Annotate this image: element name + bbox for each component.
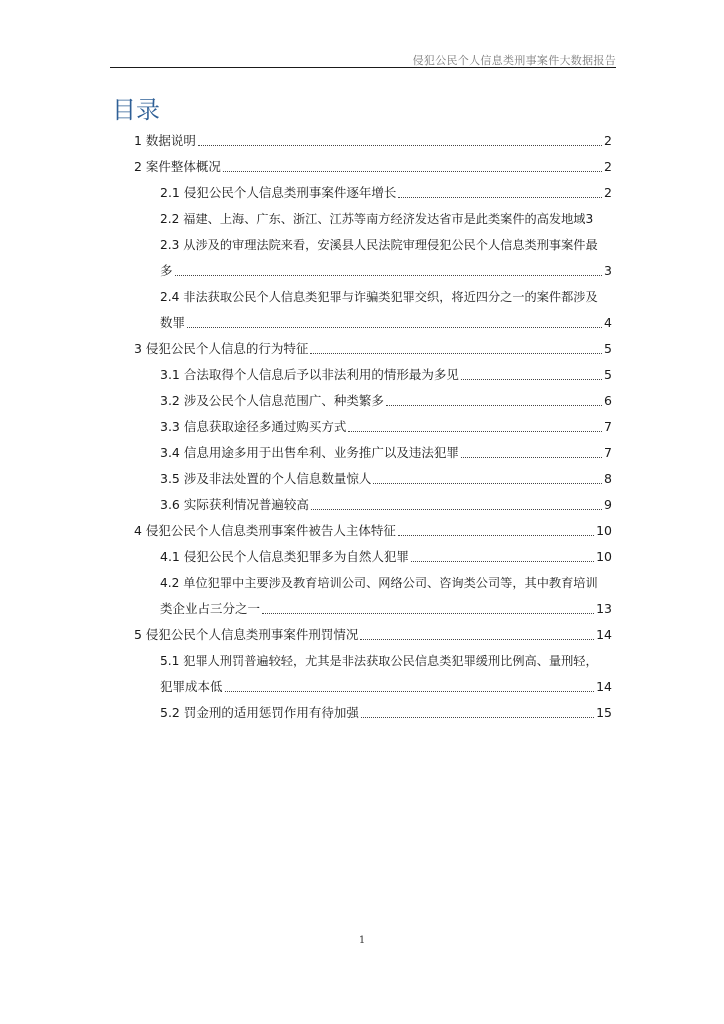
dot-leader xyxy=(311,509,602,510)
dot-leader xyxy=(262,613,594,614)
toc-entry[interactable] xyxy=(160,414,612,440)
toc-entry[interactable] xyxy=(134,154,612,180)
dot-leader xyxy=(386,405,602,406)
dot-leader xyxy=(175,275,603,276)
toc-entry-text: 数罪 xyxy=(160,315,186,330)
toc-entry[interactable] xyxy=(134,518,612,544)
toc-entry-text-line1: 4.2 单位犯罪中主要涉及教育培训公司、网络公司、咨询类公司等，其中教育培训 xyxy=(160,576,598,590)
dot-leader xyxy=(398,535,594,536)
page-number: 1 xyxy=(358,935,366,946)
toc-entry[interactable] xyxy=(134,128,612,154)
toc-entry-text: 3.6 实际获利情况普遍较高 xyxy=(160,497,309,512)
toc-entry[interactable] xyxy=(160,648,612,700)
toc-entry-text: 类企业占三分之一 xyxy=(160,601,261,616)
toc-entry-page: 2 xyxy=(604,133,612,148)
toc-entry-text: 5 侵犯公民个人信息类刑事案件刑罚情况 xyxy=(134,627,359,642)
toc-entry-text: 2.1 侵犯公民个人信息类刑事案件逐年增长 xyxy=(160,185,397,200)
toc-entry-page: 10 xyxy=(596,523,612,538)
toc-entry-text: 3.2 涉及公民个人信息范围广、种类繁多 xyxy=(160,393,384,408)
dot-leader xyxy=(461,379,602,380)
toc-entry[interactable] xyxy=(160,284,612,336)
toc-entry[interactable] xyxy=(134,622,612,648)
toc-entry-text: 3 侵犯公民个人信息的行为特征 xyxy=(134,341,309,356)
toc-entry-page: 14 xyxy=(596,679,612,694)
toc-entry[interactable] xyxy=(160,570,612,622)
toc-entry-text-line1: 5.1 犯罪人刑罚普遍较轻，尤其是非法获取公民信息类犯罪缓刑比例高、量刑轻， xyxy=(160,654,598,668)
toc-entry-page: 5 xyxy=(604,367,612,382)
toc-entry-page: 15 xyxy=(596,705,612,720)
dot-leader xyxy=(348,431,602,432)
toc-entry-text: 3.4 信息用途多用于出售牟利、业务推广以及违法犯罪 xyxy=(160,445,459,460)
toc-entry-page: 14 xyxy=(596,627,612,642)
toc-entry-text: 3.1 合法取得个人信息后予以非法利用的情形最为多见 xyxy=(160,367,459,382)
toc-entry-text: 5.2 罚金刑的适用惩罚作用有待加强 xyxy=(160,705,359,720)
toc-entry-text-line1: 2.3 从涉及的审理法院来看，安溪县人民法院审理侵犯公民个人信息类刑事案件最 xyxy=(160,238,598,252)
running-header: 侵犯公民个人信息类刑事案件大数据报告 xyxy=(412,54,616,67)
toc-entry[interactable] xyxy=(160,700,612,726)
toc-entry[interactable] xyxy=(160,206,612,232)
toc-entry-text: 3.3 信息获取途径多通过购买方式 xyxy=(160,419,347,434)
dot-leader xyxy=(361,717,594,718)
toc-entry-page: 3 xyxy=(604,263,612,278)
toc-entry-page: 2 xyxy=(604,185,612,200)
table-of-contents xyxy=(0,128,724,726)
toc-title: 目录 xyxy=(112,96,160,124)
toc-entry-text: 1 数据说明 xyxy=(134,133,196,148)
header-rule xyxy=(110,67,616,68)
toc-entry-text: 犯罪成本低 xyxy=(160,679,223,694)
toc-entry[interactable] xyxy=(160,180,612,206)
toc-entry[interactable] xyxy=(160,492,612,518)
dot-leader xyxy=(223,171,602,172)
toc-entry-page: 3 xyxy=(585,212,594,226)
toc-entry-text: 2.2 福建、上海、广东、浙江、江苏等南方经济发达省市是此类案件的高发地域 xyxy=(160,212,586,226)
toc-entry-page: 4 xyxy=(604,315,612,330)
toc-entry-page: 7 xyxy=(604,445,612,460)
toc-entry-page: 5 xyxy=(604,341,612,356)
toc-entry-page: 6 xyxy=(604,393,612,408)
dot-leader xyxy=(225,691,595,692)
dot-leader xyxy=(461,457,602,458)
toc-entry-page: 13 xyxy=(596,601,612,616)
toc-entry-text: 多 xyxy=(160,263,173,278)
dot-leader xyxy=(310,353,602,354)
dot-leader xyxy=(198,145,602,146)
toc-entry[interactable] xyxy=(160,466,612,492)
toc-entry[interactable] xyxy=(160,440,612,466)
toc-entry-page: 10 xyxy=(596,549,612,564)
toc-entry-page: 9 xyxy=(604,497,612,512)
toc-entry-page: 7 xyxy=(604,419,612,434)
toc-entry-text: 4 侵犯公民个人信息类刑事案件被告人主体特征 xyxy=(134,523,396,538)
toc-entry-text: 4.1 侵犯公民个人信息类犯罪多为自然人犯罪 xyxy=(160,549,409,564)
dot-leader xyxy=(373,483,602,484)
dot-leader xyxy=(187,327,602,328)
toc-entry[interactable] xyxy=(160,232,612,284)
toc-entry-page: 8 xyxy=(604,471,612,486)
dot-leader xyxy=(398,197,602,198)
toc-entry-page: 2 xyxy=(604,159,612,174)
toc-entry-text: 2 案件整体概况 xyxy=(134,159,221,174)
dot-leader xyxy=(411,561,594,562)
toc-entry-text: 3.5 涉及非法处置的个人信息数量惊人 xyxy=(160,471,372,486)
dot-leader xyxy=(360,639,594,640)
toc-entry[interactable] xyxy=(160,544,612,570)
toc-entry-text-line1: 2.4 非法获取公民个人信息类犯罪与诈骗类犯罪交织，将近四分之一的案件都涉及 xyxy=(160,290,598,304)
toc-entry[interactable] xyxy=(160,362,612,388)
toc-entry[interactable] xyxy=(134,336,612,362)
toc-entry[interactable] xyxy=(160,388,612,414)
